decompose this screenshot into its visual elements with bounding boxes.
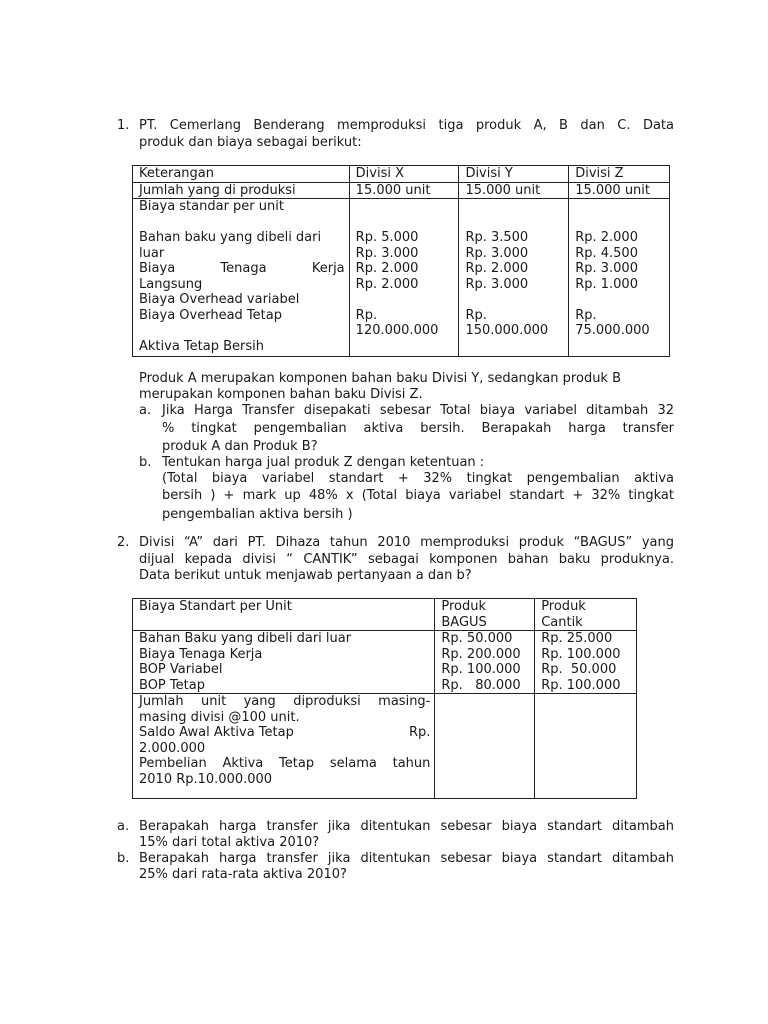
- q1-label-overhead-var: Biaya Overhead variabel: [139, 292, 300, 307]
- q1-produksi-z: 15.000 unit: [569, 182, 670, 199]
- q1-biaya-labels: [133, 199, 350, 357]
- q2-intro-line-1: Divisi “A” dari PT. Dihaza tahun 2010 memproduksi produk “BAGUS” yang: [139, 535, 674, 550]
- q2-header-cantik: [535, 599, 637, 631]
- q1-label-tenaga-1: [139, 261, 349, 277]
- q1-header-divisi-z: Divisi Z: [569, 166, 670, 183]
- q2-info-pembelian-1: Pembelian Aktiva Tetap selama tahun: [139, 756, 431, 771]
- q2-label-tenaga: Biaya Tenaga Kerja: [139, 646, 263, 662]
- q1-x-tenaga: Rp. 3.000: [355, 245, 419, 261]
- q2-info-saldo-prefix: Rp.: [408, 725, 431, 740]
- q2-b-label: b.: [117, 851, 130, 866]
- q2-bagus-values: [435, 631, 535, 694]
- q2-header-cantik-2: Cantik: [541, 614, 583, 630]
- q2-cantik-bop-var: Rp. 50.000: [541, 662, 617, 677]
- q1-x-bahan-baku: Rp. 5.000: [355, 230, 419, 245]
- q1-values-divisi-y: [459, 199, 569, 357]
- q1-produksi-y: 15.000 unit: [459, 182, 569, 199]
- q2-a-line-2: 15% dari total aktiva 2010?: [139, 835, 320, 850]
- q1-b-line-1: Tentukan harga jual produk Z dengan ketentuan :: [162, 455, 485, 470]
- q1-x-aktiva-prefix: Rp.: [355, 307, 378, 323]
- q2-intro-line-3: Data berikut untuk menjawab pertanyaan a dan b?: [139, 568, 472, 583]
- q2-info-saldo-1: [139, 725, 434, 741]
- q1-a-label: a.: [139, 403, 152, 418]
- q2-info-saldo-2: 2.000.000: [139, 740, 206, 756]
- q1-y-overhead-tetap: Rp. 3.000: [465, 276, 529, 292]
- q2-number: 2.: [117, 535, 130, 550]
- q2-header-cantik-1: Produk: [541, 599, 586, 614]
- q1-label-tenaga-1b: Tenaga: [220, 261, 267, 276]
- q2-cantik-bahan-baku: Rp. 25.000: [541, 631, 613, 646]
- q1-header-keterangan: Keterangan: [133, 166, 350, 183]
- q1-a-line-3: produk A dan Produk B?: [162, 439, 318, 454]
- q1-note-line-1: Produk A merupakan komponen bahan baku Divisi Y, sedangkan produk B: [139, 371, 622, 386]
- q1-produksi-x: 15.000 unit: [349, 182, 459, 199]
- q2-intro-line-2: dijual kepada divisi “ CANTIK” sebagai komponen bahan baku produknya.: [139, 552, 674, 567]
- q2-cantik-bop-tetap: Rp. 100.000: [541, 677, 621, 693]
- q2-header-label: Biaya Standart per Unit: [133, 599, 435, 631]
- q1-z-overhead-var: Rp. 3.000: [575, 261, 638, 276]
- q1-label-aktiva: Aktiva Tetap Bersih: [139, 338, 264, 354]
- q1-x-overhead-tetap: Rp. 2.000: [355, 276, 419, 292]
- q1-y-bahan-baku: Rp. 3.500: [465, 230, 529, 245]
- q2-cost-table: [132, 598, 637, 799]
- q1-y-overhead-var: Rp. 2.000: [465, 261, 529, 276]
- q2-header-bagus-2: BAGUS: [441, 614, 487, 630]
- q1-a-line-2: % tingkat pengembalian aktiva bersih. Berapakah harga transfer: [162, 421, 674, 436]
- q2-info-bagus-empty: [435, 694, 535, 799]
- q1-header-row: [133, 166, 670, 183]
- q2-info-jumlah-1: Jumlah unit yang diproduksi masing-: [139, 694, 431, 709]
- q2-a-line-1: Berapakah harga transfer jika ditentukan sebesar biaya standart ditambah: [139, 819, 674, 834]
- q1-label-tenaga-2: Langsung: [139, 276, 203, 292]
- q2-label-bop-var: BOP Variabel: [139, 662, 223, 677]
- q1-values-divisi-x: [349, 199, 459, 357]
- q1-intro-line-2: produk dan biaya sebagai berikut:: [139, 135, 362, 150]
- q2-info-cantik-empty: [535, 694, 637, 799]
- q1-label-bahan-baku-2: luar: [139, 245, 165, 261]
- q1-b-line-2: (Total biaya variabel standart + 32% tingkat pengembalian aktiva: [162, 471, 674, 486]
- q1-label-bahan-baku-1: Bahan baku yang dibeli dari: [139, 230, 322, 245]
- q1-label-tenaga-1a: Biaya: [139, 261, 176, 276]
- q2-bagus-tenaga: Rp. 200.000: [441, 646, 521, 662]
- q2-label-bop-tetap: BOP Tetap: [139, 677, 205, 693]
- q1-z-overhead-tetap: Rp. 1.000: [575, 276, 638, 292]
- q2-info-row: [133, 694, 637, 799]
- q1-z-aktiva: 75.000.000: [575, 323, 650, 338]
- q2-info-saldo-label: Saldo Awal Aktiva Tetap: [139, 725, 294, 740]
- q2-a-label: a.: [117, 819, 130, 834]
- q1-b-label: b.: [139, 455, 152, 470]
- q2-cantik-values: [535, 631, 637, 694]
- q1-produksi-label: Jumlah yang di produksi: [133, 182, 350, 199]
- q1-y-aktiva-prefix: Rp.: [465, 307, 487, 323]
- q2-cost-labels: [133, 631, 435, 694]
- q2-b-line-2: 25% dari rata-rata aktiva 2010?: [139, 867, 347, 882]
- q1-note-line-2: merupakan komponen bahan baku Divisi Z.: [139, 387, 423, 402]
- q2-bagus-bop-var: Rp. 100.000: [441, 662, 521, 677]
- q1-label-biaya-standar: Biaya standar per unit: [139, 199, 284, 214]
- q1-header-divisi-y: Divisi Y: [459, 166, 569, 183]
- q1-biaya-row: [133, 199, 670, 357]
- q2-info-cell: [133, 694, 435, 799]
- q2-cost-row: [133, 631, 637, 694]
- q1-z-aktiva-prefix: Rp.: [575, 307, 597, 323]
- q1-intro-line-1: PT. Cemerlang Benderang memproduksi tiga produk A, B dan C. Data: [139, 118, 674, 133]
- q1-values-divisi-z: [569, 199, 670, 357]
- q1-produksi-row: [133, 182, 670, 199]
- q2-header-row: [133, 599, 637, 631]
- q1-a-line-1: Jika Harga Transfer disepakati sebesar Total biaya variabel ditambah 32: [162, 403, 674, 418]
- q1-z-tenaga: Rp. 4.500: [575, 245, 638, 261]
- q1-b-line-4: pengembalian aktiva bersih ): [162, 507, 353, 522]
- q2-header-bagus-1: Produk: [441, 599, 487, 614]
- q1-label-tenaga-1c: Kerja: [311, 261, 345, 276]
- q1-label-overhead-tetap: Biaya Overhead Tetap: [139, 307, 282, 323]
- q2-cantik-tenaga: Rp. 100.000: [541, 646, 621, 662]
- q2-bagus-bop-tetap: Rp. 80.000: [441, 677, 521, 693]
- q1-cost-table: [132, 165, 670, 357]
- q1-number: 1.: [117, 118, 130, 133]
- q1-x-overhead-var: Rp. 2.000: [355, 261, 419, 276]
- q2-info-pembelian-2: 2010 Rp.10.000.000: [139, 771, 273, 787]
- q2-info-jumlah-2: masing divisi @100 unit.: [139, 709, 300, 725]
- q1-header-divisi-x: Divisi X: [349, 166, 459, 183]
- q1-b-line-3: bersih ) + mark up 48% x (Total biaya variabel standart + 32% tingkat: [162, 488, 674, 503]
- q1-x-aktiva: 120.000.000: [355, 323, 439, 338]
- q2-b-line-1: Berapakah harga transfer jika ditentukan sebesar biaya standart ditambah: [139, 851, 674, 866]
- q2-bagus-bahan-baku: Rp. 50.000: [441, 631, 513, 646]
- q2-header-bagus: [435, 599, 535, 631]
- q2-label-bahan-baku: Bahan Baku yang dibeli dari luar: [139, 631, 352, 646]
- q1-y-aktiva: 150.000.000: [465, 323, 549, 338]
- q1-z-bahan-baku: Rp. 2.000: [575, 230, 638, 245]
- q1-y-tenaga: Rp. 3.000: [465, 245, 529, 261]
